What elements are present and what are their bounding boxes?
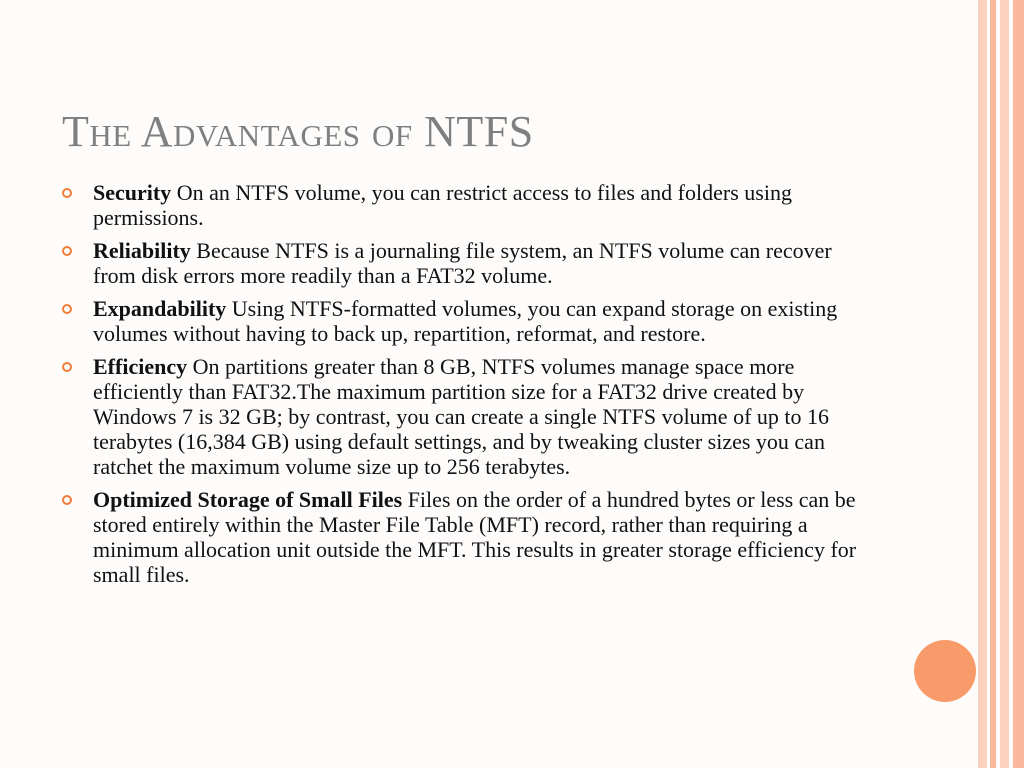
bullet-text: Because NTFS is a journaling file system, an NTFS volume can recover from disk errors more readily than a FAT32 volume. <box>93 238 832 288</box>
bullet-circle-icon <box>62 188 72 198</box>
slide-title: The Advantages of NTFS <box>62 107 534 156</box>
bullet-circle-icon <box>62 246 72 256</box>
bullet-text: Using NTFS-formatted volumes, you can expand storage on existing volumes without having to back up, repartition, reformat, and restore. <box>93 296 838 346</box>
bullet-text: Files on the order of a hundred bytes or less can be stored entirely within the Master File Table (MFT) record, rather than requiring a minimum allocation unit outside the MFT. This results in greater storage efficiency for small files. <box>93 487 857 587</box>
decorative-stripe <box>1000 0 1009 768</box>
bullet-term: Efficiency <box>93 354 188 379</box>
bullet-term: Security <box>93 180 172 205</box>
bullet-term: Expandability <box>93 296 227 321</box>
decorative-circle <box>914 640 976 702</box>
bullet-term: Reliability <box>93 238 191 263</box>
bullet-item <box>62 354 862 479</box>
bullet-item <box>62 296 862 346</box>
bullet-item <box>62 238 862 288</box>
bullet-text: On partitions greater than 8 GB, NTFS volumes manage space more efficiently than FAT32.The maximum partition size for a FAT32 drive created by Windows 7 is 32 GB; by contrast, you can create a single NTFS volume of up to 16 terabytes (16,384 GB) using default settings, and by tweaking cluster sizes you can ratchet the maximum volume size up to 256 terabytes. <box>93 354 830 479</box>
bullet-circle-icon <box>62 362 72 372</box>
bullet-item <box>62 180 862 230</box>
bullet-text: On an NTFS volume, you can restrict access to files and folders using permissions. <box>93 180 792 230</box>
decorative-stripe <box>1013 0 1024 768</box>
decorative-stripe <box>978 0 987 768</box>
bullet-circle-icon <box>62 304 72 314</box>
bullet-list <box>62 180 862 595</box>
bullet-circle-icon <box>62 495 72 505</box>
bullet-item <box>62 487 862 587</box>
bullet-term: Optimized Storage of Small Files <box>93 487 403 512</box>
